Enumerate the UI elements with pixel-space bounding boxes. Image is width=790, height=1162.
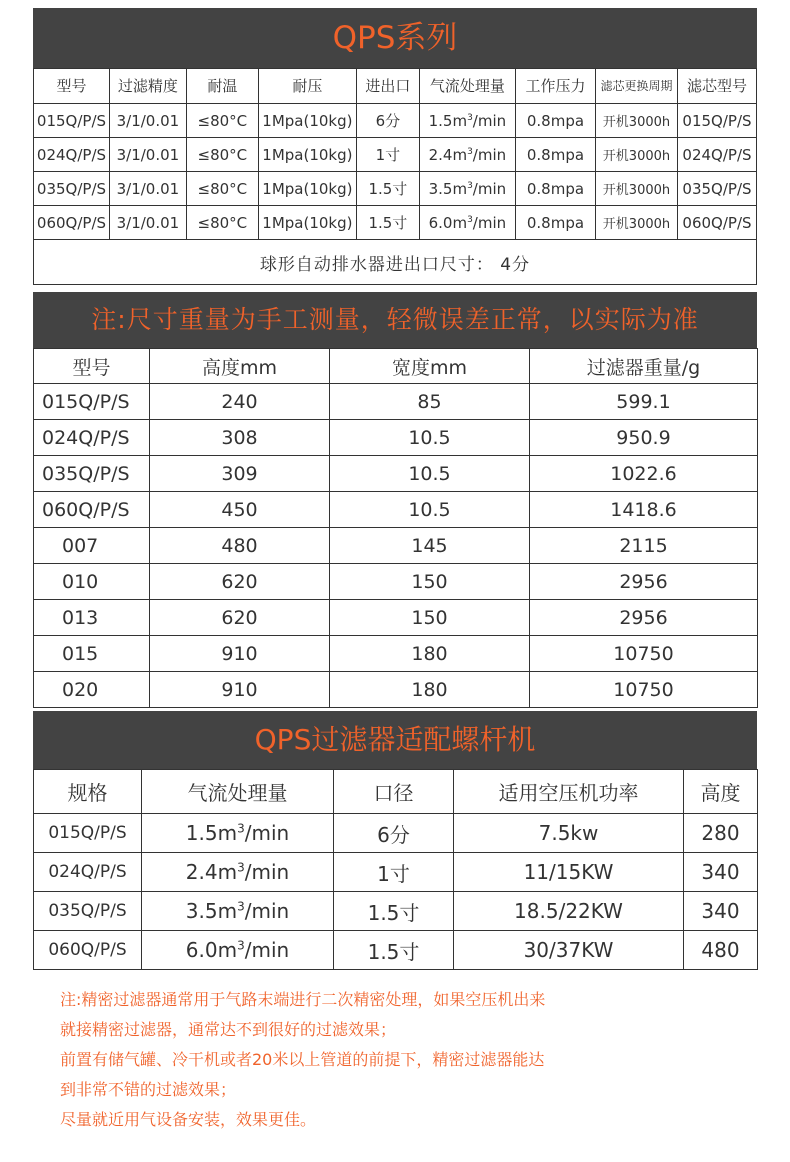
pressure-cell: 1Mpa(10kg) — [258, 206, 356, 240]
compressor-title: QPS过滤器适配螺杆机 — [33, 711, 757, 769]
height-cell: 340 — [684, 892, 758, 931]
dimension-header: 型号 — [34, 349, 150, 384]
model-cell: 060Q/P/S — [34, 206, 110, 240]
spec-header: 过滤精度 — [109, 69, 186, 104]
flow-cell — [419, 172, 515, 206]
compressor-header-row — [34, 770, 758, 814]
flow-unit: /min — [472, 213, 507, 232]
temperature-cell: ≤80°C — [186, 104, 258, 138]
precision-cell: 3/1/0.01 — [109, 138, 186, 172]
model-cell: 015Q/P/S — [34, 384, 150, 420]
weight-cell: 599.1 — [530, 384, 758, 420]
model-cell: 060Q/P/S — [34, 492, 150, 528]
model-cell: 015 — [34, 636, 150, 672]
width-cell: 10.5 — [330, 456, 530, 492]
width-cell: 10.5 — [330, 420, 530, 456]
work-pressure-cell: 0.8mpa — [515, 206, 595, 240]
height-cell: 910 — [150, 636, 330, 672]
flow-unit-exponent: 3 — [467, 214, 473, 225]
pressure-cell: 1Mpa(10kg) — [258, 138, 356, 172]
weight-cell: 1022.6 — [530, 456, 758, 492]
precision-cell: 3/1/0.01 — [109, 104, 186, 138]
width-cell: 10.5 — [330, 492, 530, 528]
weight-cell: 2115 — [530, 528, 758, 564]
height-cell: 480 — [150, 528, 330, 564]
flow-unit-exponent: 3 — [467, 146, 473, 157]
port-cell: 1.5寸 — [357, 172, 420, 206]
compressor-header: 气流处理量 — [142, 770, 334, 814]
spec-header: 滤芯更换周期 — [595, 69, 677, 104]
replace-cycle-cell: 开机3000h — [595, 206, 677, 240]
flow-value: 1.5m — [428, 111, 468, 130]
usage-notes — [60, 985, 760, 1135]
power-cell: 18.5/22KW — [454, 892, 684, 931]
spec-header: 耐压 — [258, 69, 356, 104]
power-cell: 30/37KW — [454, 931, 684, 970]
width-cell: 145 — [330, 528, 530, 564]
spec-section — [33, 8, 757, 285]
height-cell: 480 — [684, 931, 758, 970]
model-cell: 035Q/P/S — [34, 172, 110, 206]
temperature-cell: ≤80°C — [186, 138, 258, 172]
weight-cell: 2956 — [530, 600, 758, 636]
height-cell: 308 — [150, 420, 330, 456]
work-pressure-cell: 0.8mpa — [515, 104, 595, 138]
flow-value: 1.5m — [185, 821, 238, 845]
compressor-header: 适用空压机功率 — [454, 770, 684, 814]
note-line: 到非常不错的过滤效果； — [60, 1080, 237, 1099]
flow-unit-exponent: 3 — [467, 180, 473, 191]
weight-cell: 10750 — [530, 672, 758, 708]
model-cell: 035Q/P/S — [34, 456, 150, 492]
compressor-header: 规格 — [34, 770, 142, 814]
work-pressure-cell: 0.8mpa — [515, 172, 595, 206]
spec-row — [34, 104, 757, 138]
height-cell: 280 — [684, 814, 758, 853]
flow-unit-exponent: 3 — [467, 112, 473, 123]
flow-unit: /min — [472, 111, 507, 130]
width-cell: 150 — [330, 564, 530, 600]
spec-header: 滤芯型号 — [677, 69, 756, 104]
model-cell: 020 — [34, 672, 150, 708]
dimension-row — [34, 636, 758, 672]
temperature-cell: ≤80°C — [186, 172, 258, 206]
flow-cell — [142, 814, 334, 853]
spec-header: 气流处理量 — [419, 69, 515, 104]
flow-unit-exponent: 3 — [237, 821, 245, 836]
note-line: 注:精密过滤器通常用于气路末端进行二次精密处理，如果空压机出来 — [60, 990, 546, 1009]
width-cell: 180 — [330, 636, 530, 672]
pressure-cell: 1Mpa(10kg) — [258, 104, 356, 138]
compressor-header: 口径 — [334, 770, 454, 814]
height-cell: 240 — [150, 384, 330, 420]
height-cell: 620 — [150, 564, 330, 600]
spec-row — [34, 138, 757, 172]
height-cell: 910 — [150, 672, 330, 708]
spec-cell: 060Q/P/S — [34, 931, 142, 970]
element-model-cell: 015Q/P/S — [677, 104, 756, 138]
spec-footer-row — [34, 240, 757, 285]
dimension-row — [34, 564, 758, 600]
port-cell: 1.5寸 — [357, 206, 420, 240]
dimension-row — [34, 672, 758, 708]
note-line: 前置有储气罐、冷干机或者20米以上管道的前提下，精密过滤器能达 — [60, 1050, 545, 1069]
spec-cell: 015Q/P/S — [34, 814, 142, 853]
flow-unit: /min — [244, 821, 290, 845]
spec-table — [33, 68, 757, 285]
flow-unit: /min — [244, 899, 290, 923]
flow-unit-exponent: 3 — [237, 899, 245, 914]
compressor-row — [34, 853, 758, 892]
dimension-section — [33, 292, 757, 708]
precision-cell: 3/1/0.01 — [109, 206, 186, 240]
weight-cell: 1418.6 — [530, 492, 758, 528]
height-cell: 620 — [150, 600, 330, 636]
flow-cell — [142, 853, 334, 892]
dimension-row — [34, 456, 758, 492]
flow-cell — [142, 892, 334, 931]
spec-header-row — [34, 69, 757, 104]
spec-row — [34, 206, 757, 240]
element-model-cell: 060Q/P/S — [677, 206, 756, 240]
model-cell: 015Q/P/S — [34, 104, 110, 138]
width-cell: 85 — [330, 384, 530, 420]
compressor-table — [33, 769, 758, 970]
dimension-header: 过滤器重量/g — [530, 349, 758, 384]
flow-cell — [419, 138, 515, 172]
spec-header: 工作压力 — [515, 69, 595, 104]
note-line: 就接精密过滤器，通常达不到很好的过滤效果； — [60, 1020, 397, 1039]
flow-cell — [419, 206, 515, 240]
element-model-cell: 024Q/P/S — [677, 138, 756, 172]
compressor-row — [34, 892, 758, 931]
flow-cell — [419, 104, 515, 138]
bore-cell: 1.5寸 — [334, 892, 454, 931]
dimension-table — [33, 348, 758, 708]
bore-cell: 1.5寸 — [334, 931, 454, 970]
spec-title: QPS系列 — [33, 8, 757, 68]
flow-value: 2.4m — [185, 860, 238, 884]
weight-cell: 950.9 — [530, 420, 758, 456]
drain-port-note: 球形自动排水器进出口尺寸： 4分 — [34, 240, 757, 285]
flow-unit: /min — [472, 145, 507, 164]
model-cell: 024Q/P/S — [34, 420, 150, 456]
spec-cell: 035Q/P/S — [34, 892, 142, 931]
replace-cycle-cell: 开机3000h — [595, 138, 677, 172]
spec-row — [34, 172, 757, 206]
weight-cell: 2956 — [530, 564, 758, 600]
precision-cell: 3/1/0.01 — [109, 172, 186, 206]
flow-unit: /min — [244, 860, 290, 884]
dimension-row — [34, 528, 758, 564]
flow-unit-exponent: 3 — [237, 938, 245, 953]
dimension-header: 高度mm — [150, 349, 330, 384]
compressor-row — [34, 931, 758, 970]
compressor-header: 高度 — [684, 770, 758, 814]
model-cell: 024Q/P/S — [34, 138, 110, 172]
spec-header: 型号 — [34, 69, 110, 104]
dimension-header-row — [34, 349, 758, 384]
flow-unit: /min — [244, 938, 290, 962]
dimension-row — [34, 384, 758, 420]
model-cell: 007 — [34, 528, 150, 564]
flow-value: 3.5m — [428, 179, 468, 198]
dimension-row — [34, 492, 758, 528]
flow-unit: /min — [472, 179, 507, 198]
port-cell: 6分 — [357, 104, 420, 138]
spec-header: 进出口 — [357, 69, 420, 104]
weight-cell: 10750 — [530, 636, 758, 672]
flow-value: 6.0m — [185, 938, 238, 962]
compressor-row — [34, 814, 758, 853]
flow-value: 3.5m — [185, 899, 238, 923]
height-cell: 340 — [684, 853, 758, 892]
note-line: 尽量就近用气设备安装，效果更佳。 — [60, 1110, 317, 1129]
height-cell: 450 — [150, 492, 330, 528]
bore-cell: 6分 — [334, 814, 454, 853]
model-cell: 010 — [34, 564, 150, 600]
replace-cycle-cell: 开机3000h — [595, 104, 677, 138]
flow-cell — [142, 931, 334, 970]
model-cell: 013 — [34, 600, 150, 636]
dimension-title: 注:尺寸重量为手工测量，轻微误差正常，以实际为准 — [33, 292, 757, 348]
power-cell: 7.5kw — [454, 814, 684, 853]
width-cell: 180 — [330, 672, 530, 708]
dimension-row — [34, 600, 758, 636]
width-cell: 150 — [330, 600, 530, 636]
element-model-cell: 035Q/P/S — [677, 172, 756, 206]
bore-cell: 1寸 — [334, 853, 454, 892]
port-cell: 1寸 — [357, 138, 420, 172]
flow-value: 6.0m — [428, 213, 468, 232]
spec-cell: 024Q/P/S — [34, 853, 142, 892]
replace-cycle-cell: 开机3000h — [595, 172, 677, 206]
flow-unit-exponent: 3 — [237, 860, 245, 875]
pressure-cell: 1Mpa(10kg) — [258, 172, 356, 206]
height-cell: 309 — [150, 456, 330, 492]
flow-value: 2.4m — [428, 145, 468, 164]
dimension-row — [34, 420, 758, 456]
work-pressure-cell: 0.8mpa — [515, 138, 595, 172]
temperature-cell: ≤80°C — [186, 206, 258, 240]
power-cell: 11/15KW — [454, 853, 684, 892]
dimension-header: 宽度mm — [330, 349, 530, 384]
spec-header: 耐温 — [186, 69, 258, 104]
compressor-section — [33, 711, 757, 970]
